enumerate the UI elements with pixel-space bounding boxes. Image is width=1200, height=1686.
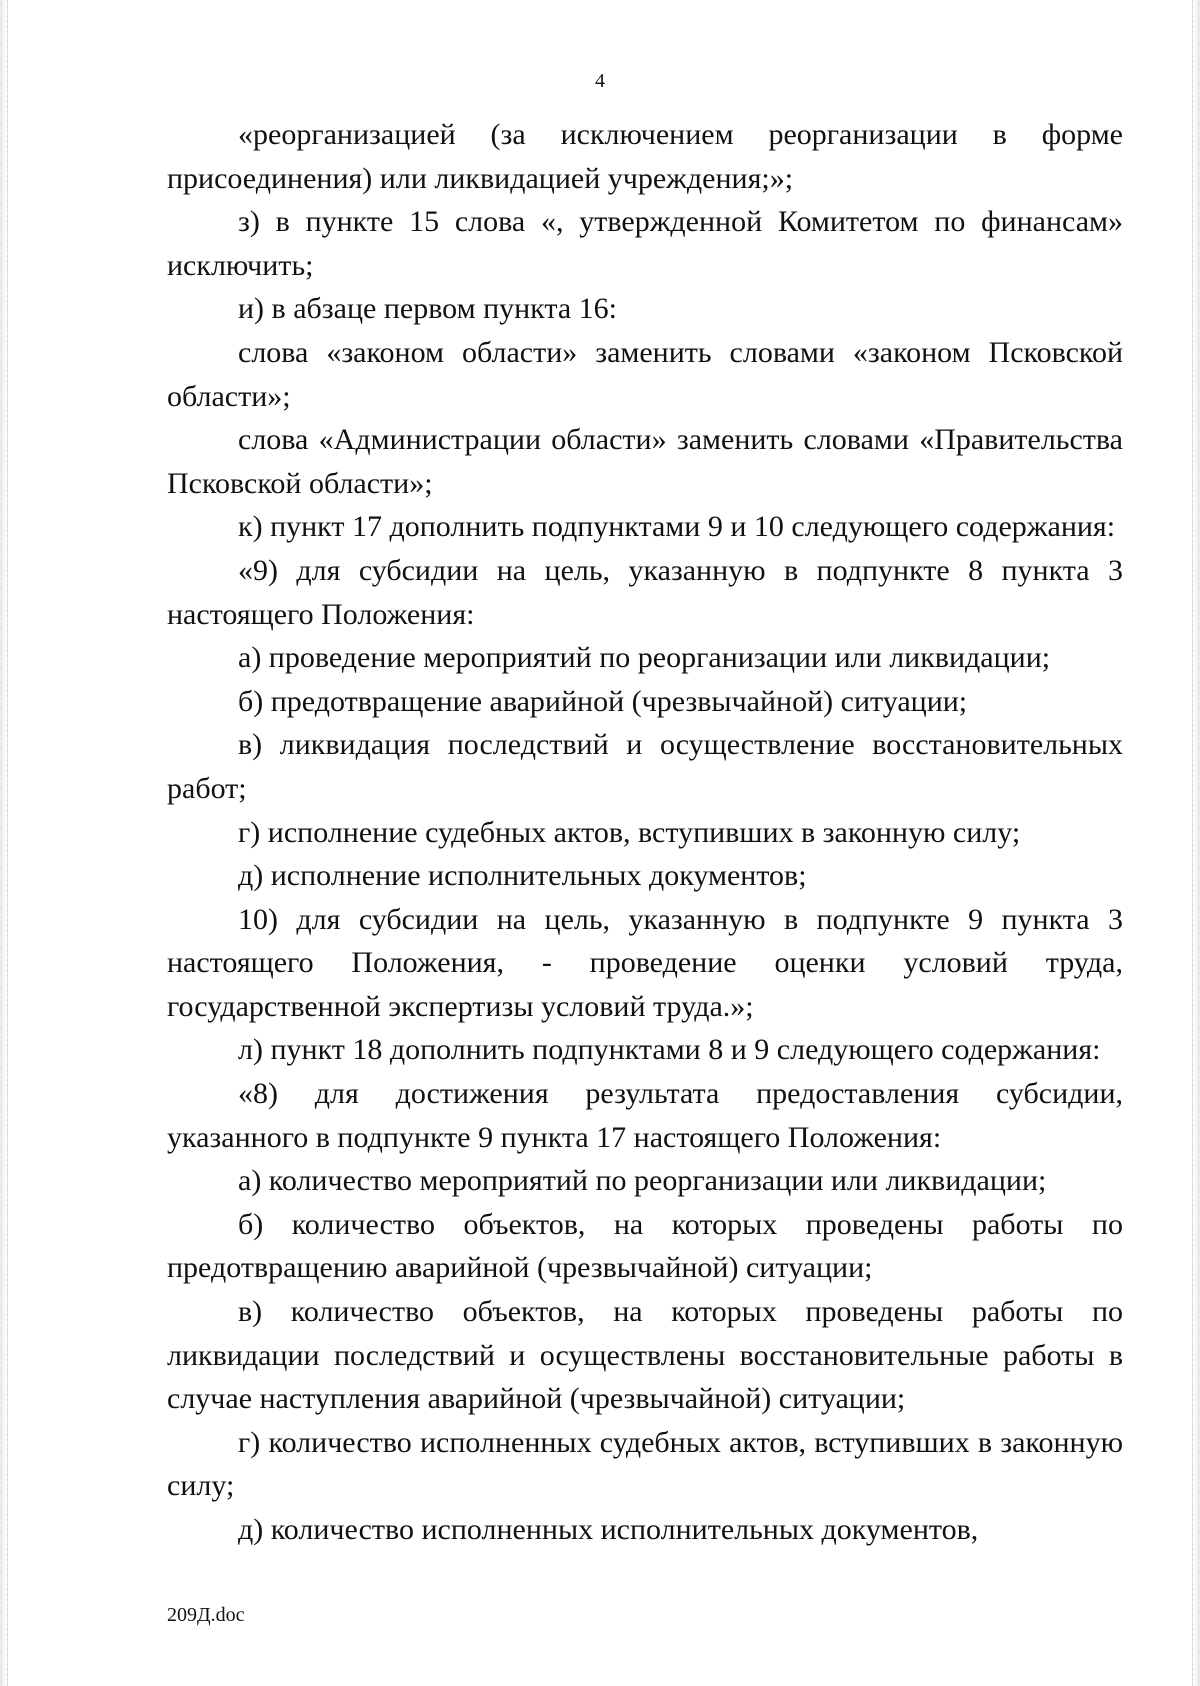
document-body <box>167 113 1123 1552</box>
paragraph: 10) для субсидии на цель, указанную в подпункте 9 пункта 3 настоящего Положения, - проведение оценки условий труда, государственной экспертизы условий труда.»; <box>167 902 1123 1023</box>
paragraph: в) ликвидация последствий и осуществление восстановительных работ; <box>167 728 1123 805</box>
paragraph: д) исполнение исполнительных документов; <box>238 859 807 893</box>
paragraph: г) количество исполненных судебных актов, вступивших в законную силу; <box>167 1425 1123 1503</box>
page-number: 4 <box>595 70 605 92</box>
scan-edge-right <box>1192 0 1200 1686</box>
paragraph: в) количество объектов, на которых проведены работы по ликвидации последствий и осуществлены восстановительные работы в случае наступления аварийной (чрезвычайной) ситуации; <box>167 1295 1123 1416</box>
paragraph: л) пункт 18 дополнить подпунктами 8 и 9 следующего содержания: <box>238 1033 1101 1067</box>
paragraph: б) предотвращение аварийной (чрезвычайной) ситуации; <box>238 684 968 718</box>
paragraph: а) количество мероприятий по реорганизации или ликвидации; <box>238 1164 1047 1198</box>
paragraph: слова «законом области» заменить словами «законом Псковской области»; <box>167 335 1123 413</box>
paragraph: к) пункт 17 дополнить подпунктами 9 и 10 следующего содержания: <box>238 510 1116 544</box>
scan-edge-left <box>0 0 8 1686</box>
paragraph: «9) для субсидии на цель, указанную в подпункте 8 пункта 3 настоящего Положения: <box>167 553 1123 631</box>
paragraph: д) количество исполненных исполнительных документов, <box>238 1513 979 1546</box>
footer-filename: 209Д.doc <box>167 1604 245 1626</box>
paragraph: з) в пункте 15 слова «, утвержденной Комитетом по финансам» исключить; <box>167 205 1123 282</box>
paragraph: и) в абзаце первом пункта 16: <box>238 292 617 326</box>
paragraph: «реорганизацией (за исключением реорганизации в форме присоединения) или ликвидацией учреждения;»; <box>167 118 1123 195</box>
paragraph: «8) для достижения результата предоставления субсидии, указанного в подпункте 9 пункта 17 настоящего Положения: <box>167 1077 1123 1154</box>
paragraph: б) количество объектов, на которых проведены работы по предотвращению аварийной (чрезвычайной) ситуации; <box>167 1207 1123 1285</box>
paragraph: а) проведение мероприятий по реорганизации или ликвидации; <box>238 641 1051 675</box>
paragraph: слова «Администрации области» заменить словами «Правительства Псковской области»; <box>167 423 1123 500</box>
paragraph: г) исполнение судебных актов, вступивших в законную силу; <box>238 815 1021 849</box>
